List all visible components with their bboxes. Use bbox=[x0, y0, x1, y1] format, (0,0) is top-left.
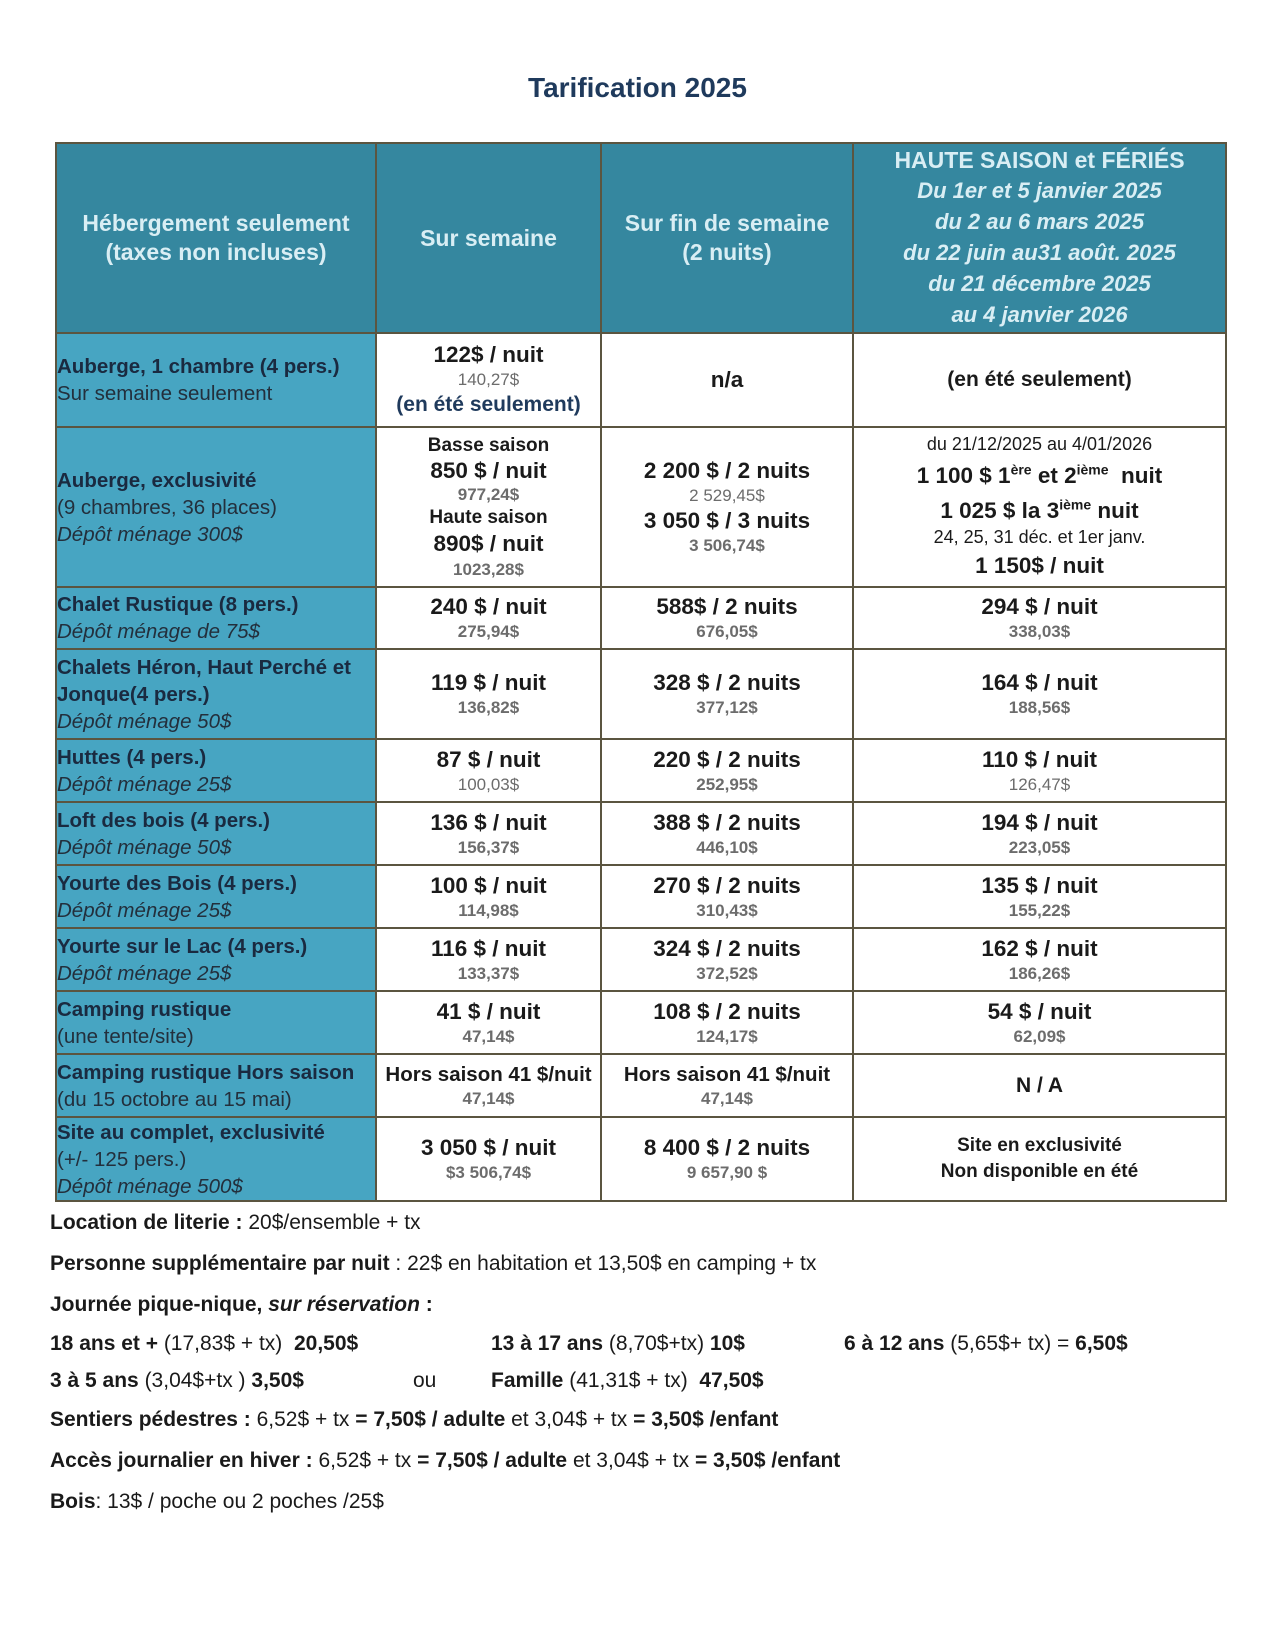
picnic-price: 3,50$ bbox=[251, 1369, 304, 1392]
price-main: 100 $ / nuit bbox=[430, 872, 547, 898]
price-1025: 1 025 $ la 3ième nuit bbox=[940, 496, 1139, 523]
price-main: 2 200 $ / 2 nuits bbox=[643, 458, 811, 483]
weekday-price bbox=[376, 333, 601, 427]
price-main: 108 $ / 2 nuits bbox=[653, 998, 801, 1024]
price-main: 54 $ / nuit bbox=[987, 998, 1092, 1024]
price-taxed: 977,24$ bbox=[457, 484, 520, 504]
row-label-title: Jonque(4 pers.) bbox=[57, 682, 210, 706]
table-row bbox=[56, 1117, 1226, 1201]
weekend-price bbox=[601, 333, 853, 427]
row-label-note: (9 chambres, 36 places) bbox=[57, 495, 277, 519]
weekend-price bbox=[601, 739, 853, 802]
weekend-price bbox=[601, 1054, 853, 1117]
price-note: (en été seulement) bbox=[396, 393, 581, 416]
season-label: Haute saison bbox=[429, 506, 548, 528]
price-main: 116 $ / nuit bbox=[430, 935, 547, 961]
price-main: 588$ / 2 nuits bbox=[656, 594, 798, 619]
row-label bbox=[56, 865, 376, 928]
price-taxed: 126,47$ bbox=[1008, 774, 1071, 794]
table-row bbox=[56, 1054, 1226, 1117]
picnic-price: 47,50$ bbox=[699, 1369, 764, 1392]
price-taxed: 47,14$ bbox=[701, 1088, 753, 1108]
price-taxed: 2 529,45$ bbox=[689, 486, 765, 505]
price-taxed: 252,95$ bbox=[696, 774, 758, 794]
note-text: et 3,04$ + tx bbox=[505, 1408, 634, 1431]
table-row bbox=[56, 739, 1226, 802]
weekday-price bbox=[376, 739, 601, 802]
price-taxed: 446,10$ bbox=[696, 837, 758, 857]
price-main: 119 $ / nuit bbox=[430, 670, 547, 695]
note-price: = 3,50$ /enfant bbox=[694, 1449, 841, 1472]
price-main: 850 $ / nuit bbox=[430, 457, 547, 483]
row-label-note: (+/- 125 pers.) bbox=[57, 1147, 187, 1171]
picnic-toddler bbox=[50, 1362, 304, 1399]
weekday-price bbox=[376, 865, 601, 928]
rates-table bbox=[55, 142, 1227, 1202]
row-label-title: Huttes (4 pers.) bbox=[57, 745, 207, 769]
price-main: 1 150$ / nuit bbox=[975, 552, 1104, 578]
price-taxed: 188,56$ bbox=[1008, 698, 1071, 717]
row-label-note: Sur semaine seulement bbox=[57, 382, 273, 405]
page-title: Tarification 2025 bbox=[528, 72, 747, 103]
note-colon: : bbox=[419, 1293, 433, 1316]
header-high-season-title: HAUTE SAISON et FÉRIÉS bbox=[894, 147, 1185, 173]
weekday-price bbox=[376, 649, 601, 739]
row-label bbox=[56, 333, 376, 427]
price-main: 8 400 $ / 2 nuits bbox=[643, 1135, 811, 1160]
price-main: 41 $ / nuit bbox=[436, 998, 541, 1024]
header-weekend-line1: Sur fin de semaine bbox=[624, 210, 830, 236]
row-label bbox=[56, 928, 376, 991]
price-taxed: 47,14$ bbox=[462, 1026, 515, 1046]
note-text: et 3,04$ + tx bbox=[567, 1449, 695, 1472]
price-taxed: 3 506,74$ bbox=[689, 536, 765, 555]
row-label-title: Auberge, exclusivité bbox=[57, 468, 257, 492]
note-bedding bbox=[50, 1202, 1240, 1243]
picnic-label: 6 à 12 ans bbox=[844, 1332, 945, 1355]
price-main: 270 $ / 2 nuits bbox=[653, 872, 801, 898]
row-label-note: (du 15 octobre au 15 mai) bbox=[57, 1087, 292, 1111]
table-header-row bbox=[56, 143, 1226, 333]
table-row bbox=[56, 802, 1226, 865]
table-row bbox=[56, 587, 1226, 649]
price-taxed: 62,09$ bbox=[1013, 1026, 1066, 1046]
weekend-price bbox=[601, 1117, 853, 1201]
picnic-prices-row1 bbox=[50, 1325, 1240, 1362]
price-main: Hors saison 41 $/nuit bbox=[385, 1062, 592, 1086]
price-main: 122$ / nuit bbox=[433, 342, 544, 367]
price-taxed: 338,03$ bbox=[1008, 622, 1071, 641]
high-season-price bbox=[853, 427, 1226, 587]
note-price: = 7,50$ / adulte bbox=[355, 1408, 506, 1431]
header-high-season-line5: au 4 janvier 2026 bbox=[951, 302, 1128, 327]
row-label-title: Camping rustique Hors saison bbox=[57, 1060, 355, 1084]
header-high-season-line4: du 21 décembre 2025 bbox=[928, 271, 1151, 296]
note-text: : 13$ / poche ou 2 poches /25$ bbox=[95, 1490, 384, 1513]
note-label: Sentiers pédestres : bbox=[50, 1408, 251, 1431]
picnic-prices-row2 bbox=[50, 1362, 1240, 1399]
note-label: Location de literie : bbox=[50, 1211, 243, 1234]
price-main: 220 $ / 2 nuits bbox=[653, 746, 801, 772]
row-label-deposit: Dépôt ménage 50$ bbox=[57, 709, 232, 733]
row-label bbox=[56, 991, 376, 1054]
table-row bbox=[56, 928, 1226, 991]
header-high-season-line3: du 22 juin au31 août. 2025 bbox=[903, 240, 1176, 265]
row-label-deposit: Dépôt ménage 50$ bbox=[57, 835, 232, 859]
price-taxed: 9 657,90 $ bbox=[686, 1163, 768, 1182]
price-taxed: 133,37$ bbox=[457, 963, 520, 983]
price-taxed: 186,26$ bbox=[1008, 963, 1071, 983]
note-text: 6,52$ + tx bbox=[250, 1408, 356, 1431]
price-main bbox=[854, 490, 1225, 525]
price-main: 135 $ / nuit bbox=[981, 872, 1098, 898]
row-label-title: Yourte sur le Lac (4 pers.) bbox=[57, 934, 308, 958]
note-label: Journée pique-nique, bbox=[50, 1293, 263, 1316]
weekday-price bbox=[376, 1054, 601, 1117]
price-main: Hors saison 41 $/nuit bbox=[623, 1062, 831, 1086]
note-price: = 7,50$ / adulte bbox=[417, 1449, 568, 1472]
header-weekend-line2: (2 nuits) bbox=[682, 239, 772, 265]
row-label-title: Camping rustique bbox=[57, 997, 232, 1021]
price-taxed: 47,14$ bbox=[462, 1088, 515, 1108]
high-season-price bbox=[853, 802, 1226, 865]
row-label-deposit: Dépôt ménage de 75$ bbox=[57, 620, 260, 643]
price-1100: 1 100 $ 1ère et 2ième nuit bbox=[916, 461, 1163, 488]
row-label-title: Loft des bois (4 pers.) bbox=[57, 808, 270, 832]
price-main: 162 $ / nuit bbox=[981, 935, 1098, 961]
price-main: 87 $ / nuit bbox=[436, 746, 541, 772]
weekend-price bbox=[601, 427, 853, 587]
price-taxed: 140,27$ bbox=[457, 370, 520, 389]
note-extra-person bbox=[50, 1243, 1240, 1284]
price-taxed: 114,98$ bbox=[458, 900, 519, 920]
price-taxed: 1023,28$ bbox=[453, 559, 524, 579]
note-italic: sur réservation bbox=[262, 1293, 420, 1316]
high-season-price bbox=[853, 333, 1226, 427]
picnic-label: Famille bbox=[491, 1369, 564, 1392]
picnic-label: 13 à 17 ans bbox=[491, 1332, 604, 1355]
price-note: (en été seulement) bbox=[947, 368, 1132, 391]
high-season-price bbox=[853, 865, 1226, 928]
note-winter-access bbox=[50, 1440, 1240, 1481]
row-label bbox=[56, 427, 376, 587]
high-season-price bbox=[853, 739, 1226, 802]
picnic-family bbox=[491, 1362, 764, 1399]
picnic-tax: (17,83$ + tx) bbox=[157, 1332, 283, 1355]
price-main: 136 $ / nuit bbox=[430, 809, 547, 835]
price-note: Non disponible en été bbox=[940, 1161, 1139, 1182]
row-label-title: Chalets Héron, Haut Perché et bbox=[57, 655, 351, 679]
row-label-deposit: Dépôt ménage 25$ bbox=[57, 961, 232, 985]
weekday-price bbox=[376, 991, 601, 1054]
weekend-price bbox=[601, 865, 853, 928]
price-note: Site en exclusivité bbox=[957, 1135, 1122, 1156]
weekend-price bbox=[601, 928, 853, 991]
price-taxed: 156,37$ bbox=[457, 837, 520, 857]
table-row bbox=[56, 865, 1226, 928]
weekend-price bbox=[601, 802, 853, 865]
note-text: : 22$ en habitation et 13,50$ en camping + tx bbox=[389, 1252, 817, 1275]
price-taxed: 155,22$ bbox=[1008, 900, 1071, 920]
picnic-child bbox=[844, 1325, 1128, 1362]
header-accommodation-line2: (taxes non incluses) bbox=[105, 239, 327, 265]
row-label-note: (une tente/site) bbox=[57, 1024, 194, 1048]
header-weekday-label: Sur semaine bbox=[420, 224, 557, 251]
price-taxed: 100,03$ bbox=[457, 774, 520, 794]
header-high-season bbox=[853, 143, 1226, 333]
header-high-season-line2: du 2 au 6 mars 2025 bbox=[934, 209, 1145, 234]
note-wood bbox=[50, 1481, 1240, 1522]
holiday-days: 24, 25, 31 déc. et 1er janv. bbox=[933, 526, 1146, 547]
header-accommodation bbox=[56, 143, 376, 333]
price-taxed: 223,05$ bbox=[1008, 837, 1071, 857]
row-label bbox=[56, 1054, 376, 1117]
price-taxed: 310,43$ bbox=[696, 900, 758, 920]
weekday-price bbox=[376, 802, 601, 865]
price-main: n/a bbox=[710, 367, 744, 392]
high-season-price bbox=[853, 1054, 1226, 1117]
row-label-deposit: Dépôt ménage 300$ bbox=[57, 522, 243, 546]
price-main: 328 $ / 2 nuits bbox=[653, 670, 801, 695]
picnic-teen bbox=[491, 1325, 745, 1362]
row-label bbox=[56, 739, 376, 802]
picnic-or: ou bbox=[413, 1369, 437, 1392]
price-main: 240 $ / nuit bbox=[430, 594, 547, 619]
weekend-price bbox=[601, 587, 853, 649]
table-row bbox=[56, 649, 1226, 739]
header-weekend bbox=[601, 143, 853, 333]
weekday-price bbox=[376, 1117, 601, 1201]
header-high-season-line1: Du 1er et 5 janvier 2025 bbox=[917, 178, 1162, 203]
note-label: Accès journalier en hiver : bbox=[50, 1449, 313, 1472]
row-label bbox=[56, 1117, 376, 1201]
picnic-price: 6,50$ bbox=[1075, 1332, 1128, 1355]
season-label: Basse saison bbox=[427, 434, 550, 456]
date-range: du 21/12/2025 au 4/01/2026 bbox=[926, 433, 1153, 454]
price-taxed: $3 506,74$ bbox=[445, 1163, 532, 1182]
price-taxed: 136,82$ bbox=[457, 698, 520, 717]
row-label-title: Chalet Rustique (8 pers.) bbox=[57, 593, 299, 616]
note-label: Bois bbox=[50, 1490, 96, 1513]
price-main: 294 $ / nuit bbox=[981, 594, 1098, 619]
row-label bbox=[56, 587, 376, 649]
header-accommodation-line1: Hébergement seulement bbox=[82, 210, 350, 236]
header-weekday bbox=[376, 143, 601, 333]
price-main: N / A bbox=[1015, 1073, 1064, 1097]
row-label-title: Yourte des Bois (4 pers.) bbox=[57, 871, 297, 895]
price-main: 324 $ / 2 nuits bbox=[653, 935, 801, 961]
price-main: 194 $ / nuit bbox=[981, 809, 1098, 835]
picnic-price: 10$ bbox=[709, 1332, 745, 1355]
high-season-price bbox=[853, 928, 1226, 991]
weekday-price bbox=[376, 427, 601, 587]
row-label-title: Site au complet, exclusivité bbox=[57, 1120, 325, 1144]
price-main: 3 050 $ / 3 nuits bbox=[643, 508, 811, 533]
price-main bbox=[854, 456, 1225, 491]
weekday-price bbox=[376, 587, 601, 649]
note-price: = 3,50$ /enfant bbox=[633, 1408, 779, 1431]
weekend-price bbox=[601, 991, 853, 1054]
price-taxed: 676,05$ bbox=[696, 622, 758, 641]
high-season-price bbox=[853, 1117, 1226, 1201]
picnic-label: 18 ans et + bbox=[50, 1332, 158, 1355]
table-row bbox=[56, 333, 1226, 427]
pricing-notes bbox=[50, 1202, 1240, 1522]
high-season-price bbox=[853, 991, 1226, 1054]
picnic-label: 3 à 5 ans bbox=[50, 1369, 139, 1392]
picnic-tax: (41,31$ + tx) bbox=[563, 1369, 688, 1392]
weekday-price bbox=[376, 928, 601, 991]
row-label-deposit: Dépôt ménage 500$ bbox=[57, 1174, 243, 1198]
price-taxed: 372,52$ bbox=[696, 963, 758, 983]
picnic-tax: (5,65$+ tx) = bbox=[944, 1332, 1076, 1355]
price-taxed: 377,12$ bbox=[696, 698, 758, 717]
row-label-title: Auberge, 1 chambre (4 pers.) bbox=[57, 355, 340, 378]
note-text: 20$/ensemble + tx bbox=[242, 1211, 421, 1234]
table-row bbox=[56, 991, 1226, 1054]
note-trails bbox=[50, 1399, 1240, 1440]
price-main: 164 $ / nuit bbox=[981, 670, 1098, 695]
price-taxed: 275,94$ bbox=[457, 622, 520, 641]
row-label-deposit: Dépôt ménage 25$ bbox=[57, 772, 232, 796]
row-label bbox=[56, 802, 376, 865]
note-text: 6,52$ + tx bbox=[312, 1449, 418, 1472]
high-season-price bbox=[853, 587, 1226, 649]
price-main: 890$ / nuit bbox=[433, 530, 544, 556]
price-main: 3 050 $ / nuit bbox=[420, 1135, 557, 1160]
picnic-tax: (8,70$+tx) bbox=[603, 1332, 705, 1355]
price-main: 388 $ / 2 nuits bbox=[653, 809, 801, 835]
note-label: Personne supplémentaire par nuit bbox=[50, 1252, 390, 1275]
weekend-price bbox=[601, 649, 853, 739]
row-label bbox=[56, 649, 376, 739]
picnic-adult bbox=[50, 1325, 358, 1362]
row-label-deposit: Dépôt ménage 25$ bbox=[57, 898, 232, 922]
note-picnic bbox=[50, 1284, 1240, 1325]
picnic-tax: (3,04$+tx ) bbox=[138, 1369, 246, 1392]
high-season-price bbox=[853, 649, 1226, 739]
picnic-price: 20,50$ bbox=[293, 1332, 359, 1355]
price-main: 110 $ / nuit bbox=[981, 746, 1098, 772]
price-taxed: 124,17$ bbox=[696, 1026, 758, 1046]
table-row bbox=[56, 427, 1226, 587]
